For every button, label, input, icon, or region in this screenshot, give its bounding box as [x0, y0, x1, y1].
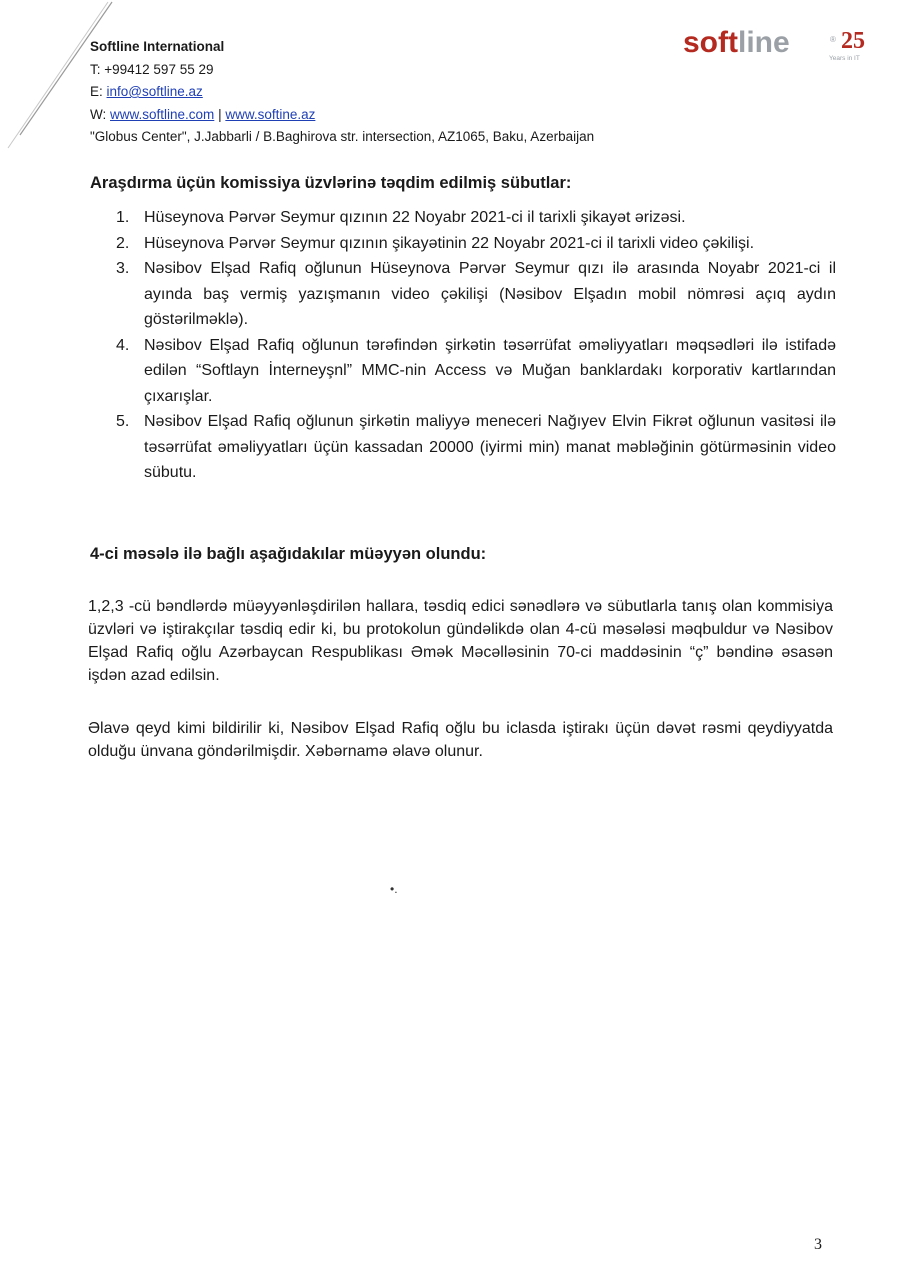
web-link-2[interactable]: www.softine.az	[225, 106, 316, 122]
company-address: "Globus Center", J.Jabbarli / B.Baghirova str. intersection, AZ1065, Baku, Azerbaijan	[90, 129, 595, 144]
list-item: 2. Hüseynova Pərvər Seymur qızının şikayətinin 22 Noyabr 2021-ci il tarixli video çəkilişi.	[116, 234, 755, 252]
company-email-line	[90, 81, 594, 104]
email-prefix: E:	[90, 84, 103, 99]
web-prefix: W:	[90, 106, 107, 122]
findings-heading: 4-ci məsələ ilə bağlı aşağıdakılar müəyyən olundu:	[90, 545, 487, 563]
softline-logo	[683, 20, 873, 70]
company-name: Softline International	[90, 39, 225, 54]
page-number: 3	[814, 1236, 822, 1253]
logo-years-number: 25	[841, 28, 865, 54]
logo-years-text: Years in IT	[829, 55, 860, 62]
web-separator: |	[218, 106, 222, 122]
evidence-heading: Araşdırma üçün komissiya üzvlərinə təqdim edilmiş sübutlar:	[90, 174, 572, 192]
list-item: 5. Nəsibov Elşad Rafiq oğlunun şirkətin maliyyə meneceri Nağıyev Elvin Fikrət oğlunun vasitəsi ilə təsərrüfat əməliyyatları üçün kassadan 20000 (iyirmi min) manat məbləğinin götürməsinin video sübutu.	[116, 413, 836, 481]
scan-speck: •.	[390, 882, 398, 896]
web-link-1[interactable]: www.softline.com	[110, 106, 215, 122]
email-link[interactable]: info@softline.az	[106, 84, 203, 99]
logo-wordmark: softline	[683, 26, 790, 59]
company-web-line	[90, 104, 594, 127]
company-phone: T: +99412 597 55 29	[90, 61, 214, 77]
list-item: 3. Nəsibov Elşad Rafiq oğlunun Hüseynova Pərvər Seymur qızı ilə arasında Noyabr 2021-ci il ayında baş vermiş yazışmanın video çəkilişi (Nəsibov Elşadın mobil nömrəsi açıq aydın göstərilməklə).	[116, 260, 836, 328]
findings-paragraph: 1,2,3 -cü bəndlərdə müəyyənləşdirilən hallara, təsdiq edici sənədlərə və sübutlarla tanış olan kommisiya üzvləri və iştirakçılar təsdiq edir ki, bu protokolun gündəlikdə olan 4-cü məsələsi məqbuldur və Nəsibov Elşad Rafiq oğlu Azərbaycan Respublikası Əmək Məcəlləsinin 70-ci maddəsinin “ç” bəndinə əsasən işdən azad edilsin.	[88, 598, 833, 684]
additional-note-paragraph: Əlavə qeyd kimi bildirilir ki, Nəsibov Elşad Rafiq oğlu bu iclasda iştirakı üçün dəvət rəsmi qeydiyyatda olduğu ünvana göndərilmişdir. Xəbərnamə əlavə olunur.	[88, 720, 833, 760]
evidence-list	[116, 205, 836, 486]
list-item: 1. Hüseynova Pərvər Seymur qızının 22 Noyabr 2021-ci il tarixli şikayət ərizəsi.	[116, 209, 686, 226]
letterhead	[90, 36, 594, 149]
list-item: 4. Nəsibov Elşad Rafiq oğlunun tərəfindən şirkətin təsərrüfat əməliyyatları məqsədləri ilə istifadə edilən “Softlayn İnterneyşnl” MMC-nin Access və Muğan banklardakı korporativ kartlarından çıxarışlar.	[116, 336, 836, 405]
svg-text:®: ®	[830, 35, 836, 44]
